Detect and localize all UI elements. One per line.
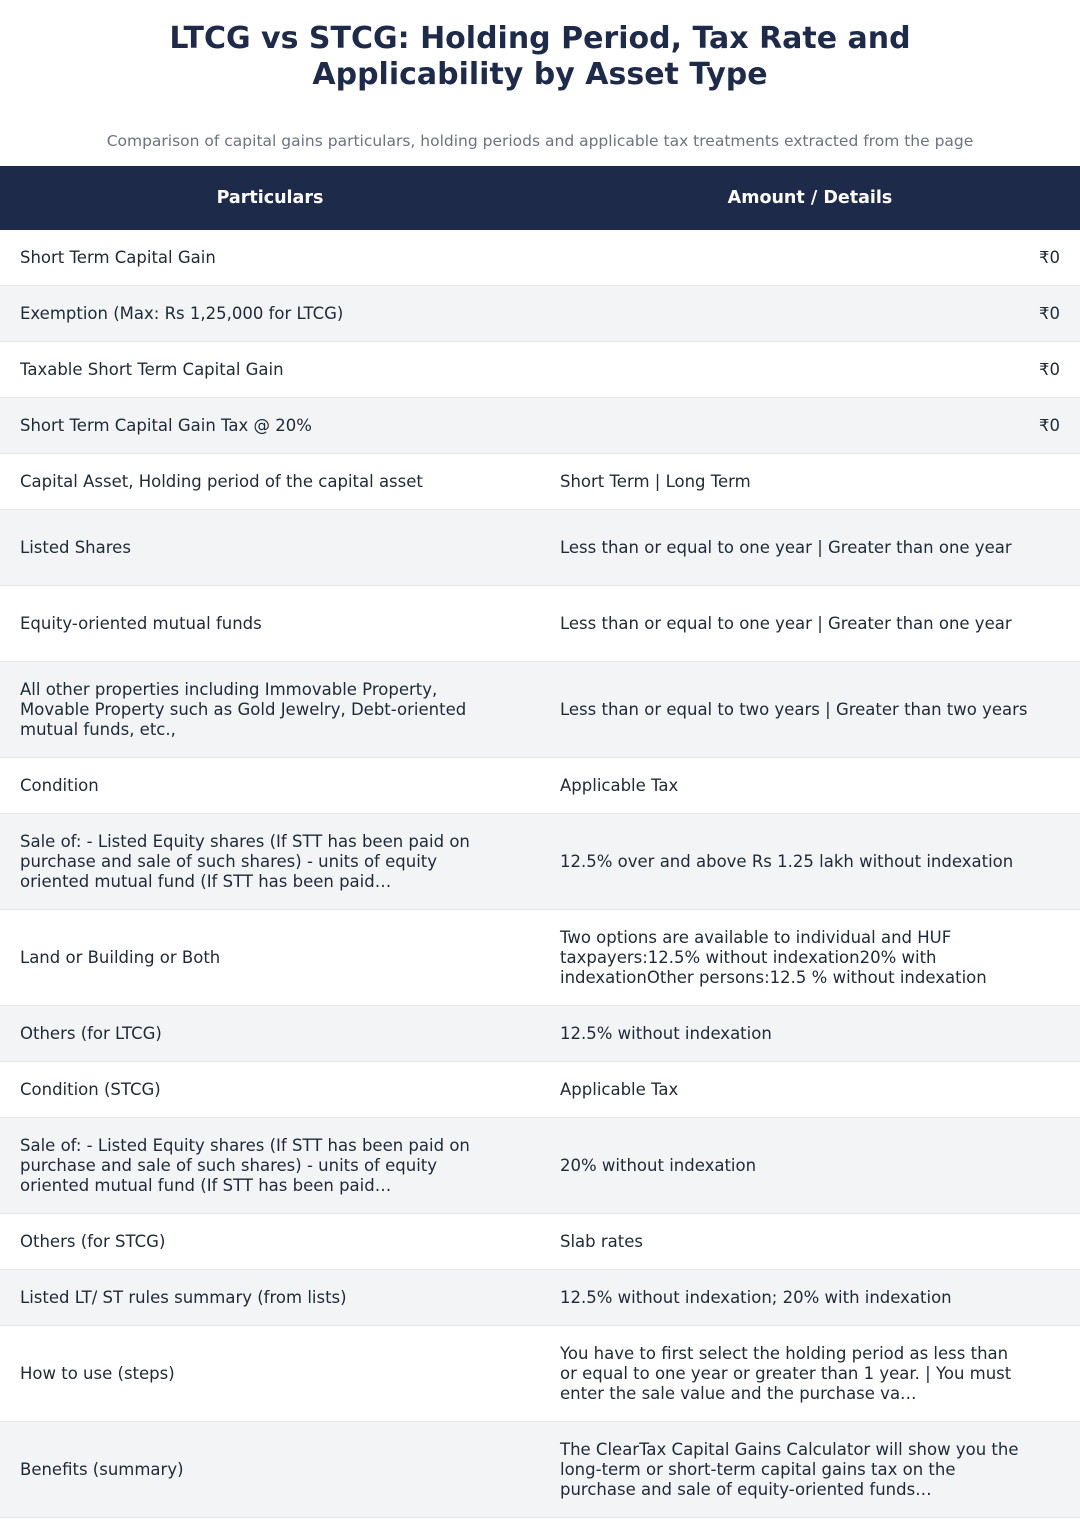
cell-particular: Equity-oriented mutual funds bbox=[20, 613, 262, 633]
cell-detail: Two options are available to individual and HUF taxpayers:12.5% without indexation20% with indexationOther persons:12.5 % without indexation bbox=[560, 927, 987, 987]
table-row bbox=[0, 814, 1080, 910]
cell-particular: Sale of: - Listed Equity shares (If STT has been paid on purchase and sale of such shares) - units of equity oriented mutual fund (If STT has been paid… bbox=[20, 831, 470, 891]
cell-particular: Taxable Short Term Capital Gain bbox=[20, 359, 284, 379]
cell-detail: 20% without indexation bbox=[560, 1155, 757, 1175]
cell-detail: 12.5% over and above Rs 1.25 lakh without indexation bbox=[560, 851, 1014, 871]
header-particulars: Particulars bbox=[216, 188, 324, 208]
cell-particular: Listed Shares bbox=[20, 537, 131, 557]
table-row bbox=[0, 1270, 1080, 1326]
cell-particular: All other properties including Immovable Property, Movable Property such as Gold Jewelry, Debt-oriented mutual funds, etc., bbox=[20, 679, 467, 739]
table-row bbox=[0, 586, 1080, 662]
table-row bbox=[0, 454, 1080, 510]
page-subtitle: Comparison of capital gains particulars, holding periods and applicable tax treatments extracted from the page bbox=[106, 132, 974, 150]
cell-particular: Short Term Capital Gain Tax @ 20% bbox=[20, 415, 312, 435]
table-row bbox=[0, 1422, 1080, 1518]
cell-detail: Applicable Tax bbox=[560, 1079, 679, 1099]
cell-detail: 12.5% without indexation bbox=[560, 1023, 772, 1043]
cell-particular: Short Term Capital Gain bbox=[20, 247, 216, 267]
table-row bbox=[0, 1118, 1080, 1214]
cell-detail: Less than or equal to one year | Greater than one year bbox=[560, 537, 1012, 557]
table-row bbox=[0, 1062, 1080, 1118]
cell-amount: ₹0 bbox=[1039, 359, 1060, 379]
cell-particular: Land or Building or Both bbox=[20, 947, 221, 967]
page-title-line-2: Applicability by Asset Type bbox=[312, 57, 768, 92]
cell-detail: Less than or equal to one year | Greater than one year bbox=[560, 613, 1012, 633]
cell-particular: Others (for LTCG) bbox=[20, 1023, 162, 1043]
cell-particular: Others (for STCG) bbox=[20, 1231, 166, 1251]
table-row bbox=[0, 510, 1080, 586]
page-title bbox=[0, 0, 1080, 93]
table-row bbox=[0, 1326, 1080, 1422]
cell-particular: Sale of: - Listed Equity shares (If STT has been paid on purchase and sale of such shares) - units of equity oriented mutual fund (If STT has been paid… bbox=[20, 1135, 470, 1195]
cell-particular: Condition bbox=[20, 775, 99, 795]
table-row bbox=[0, 758, 1080, 814]
cell-particular: Exemption (Max: Rs 1,25,000 for LTCG) bbox=[20, 303, 344, 323]
cell-particular: How to use (steps) bbox=[20, 1363, 175, 1383]
cell-particular: Condition (STCG) bbox=[20, 1079, 161, 1099]
cell-detail: Slab rates bbox=[560, 1231, 643, 1251]
table-row bbox=[0, 342, 1080, 398]
table-row bbox=[0, 398, 1080, 454]
table-row bbox=[0, 286, 1080, 342]
header-amount-details: Amount / Details bbox=[727, 188, 893, 208]
cell-amount: ₹0 bbox=[1039, 415, 1060, 435]
table-row bbox=[0, 910, 1080, 1006]
cell-detail: 12.5% without indexation; 20% with indexation bbox=[560, 1287, 952, 1307]
cell-detail: Short Term | Long Term bbox=[560, 471, 751, 491]
cell-detail: Less than or equal to two years | Greater than two years bbox=[560, 699, 1028, 719]
table-row bbox=[0, 230, 1080, 286]
capital-gains-table bbox=[0, 166, 1080, 1518]
table-header bbox=[0, 166, 1080, 230]
page-title-line-1: LTCG vs STCG: Holding Period, Tax Rate and bbox=[169, 21, 911, 56]
cell-detail: You have to first select the holding period as less than or equal to one year or greater than 1 year. | You must enter the sale value and the purchase va… bbox=[560, 1343, 1012, 1403]
table-row bbox=[0, 1006, 1080, 1062]
cell-particular: Listed LT/ ST rules summary (from lists) bbox=[20, 1287, 347, 1307]
cell-detail: Applicable Tax bbox=[560, 775, 679, 795]
table-row bbox=[0, 662, 1080, 758]
cell-particular: Benefits (summary) bbox=[20, 1459, 184, 1479]
cell-particular: Capital Asset, Holding period of the capital asset bbox=[20, 471, 423, 491]
table-row bbox=[0, 1214, 1080, 1270]
cell-amount: ₹0 bbox=[1039, 247, 1060, 267]
cell-detail: The ClearTax Capital Gains Calculator will show you the long-term or short-term capital gains tax on the purchase and sale of equity-oriented funds… bbox=[560, 1439, 1019, 1499]
cell-amount: ₹0 bbox=[1039, 303, 1060, 323]
